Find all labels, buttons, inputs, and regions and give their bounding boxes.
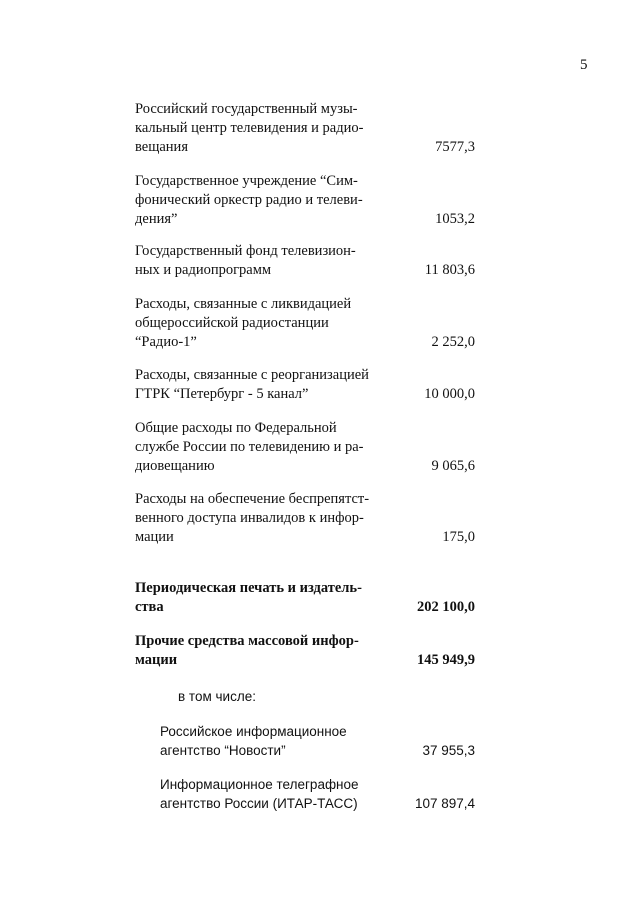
entry-label: Государственный фонд телевизион- ных и радиопрограмм <box>135 243 356 278</box>
section-other-media <box>135 632 475 670</box>
sub-entry-ria-novosti <box>160 722 475 760</box>
entry-value: 1053,2 <box>435 211 475 227</box>
budget-entry-gtrk-reorganization <box>135 366 475 404</box>
including-label: в том числе: <box>178 689 256 704</box>
entry-value: 2 252,0 <box>431 334 475 350</box>
section-value: 145 949,9 <box>417 652 475 668</box>
entry-value: 9 065,6 <box>431 458 475 474</box>
entry-label: Расходы, связанные с ликвидацией общероссийской радиостанции “Радио-1” <box>135 296 352 350</box>
section-label: Периодическая печать и издатель- ства <box>135 580 362 615</box>
budget-entry-symphony-orchestra <box>135 172 475 229</box>
budget-entry-radio1-liquidation <box>135 295 475 352</box>
budget-entry-music-center <box>135 100 475 157</box>
entry-label: Российский государственный музы- кальный центр телевидения и радио- вещания <box>135 101 364 155</box>
sub-entry-value: 107 897,4 <box>414 796 475 811</box>
section-value: 202 100,0 <box>417 599 475 615</box>
entry-label: Государственное учреждение “Сим- фонический оркестр радио и телеви- дения” <box>135 173 363 227</box>
sub-entry-label: Информационное телеграфное агентство России (ИТАР-ТАСС) <box>160 777 359 811</box>
sub-entry-value: 37 955,3 <box>422 743 475 758</box>
entry-label: Расходы, связанные с реорганизацией ГТРК “Петербург - 5 канал” <box>135 367 369 402</box>
budget-entry-disabled-access <box>135 490 475 547</box>
page-number: 5 <box>580 57 588 73</box>
entry-value: 7577,3 <box>435 139 475 155</box>
section-label: Прочие средства массовой инфор- мации <box>135 633 359 668</box>
budget-entry-tv-radio-fund <box>135 242 475 280</box>
entry-label: Общие расходы по Федеральной службе России по телевидению и ра- диовещанию <box>135 420 364 474</box>
entry-value: 175,0 <box>442 529 475 545</box>
entry-value: 10 000,0 <box>424 386 475 402</box>
budget-entry-federal-service <box>135 419 475 476</box>
sub-entry-label: Российское информационное агентство “Новости” <box>160 724 347 758</box>
entry-value: 11 803,6 <box>424 262 475 278</box>
entry-label: Расходы на обеспечение беспрепятст- венного доступа инвалидов к инфор- мации <box>135 491 370 545</box>
section-periodical-press <box>135 579 475 617</box>
sub-entry-itar-tass <box>160 775 475 813</box>
